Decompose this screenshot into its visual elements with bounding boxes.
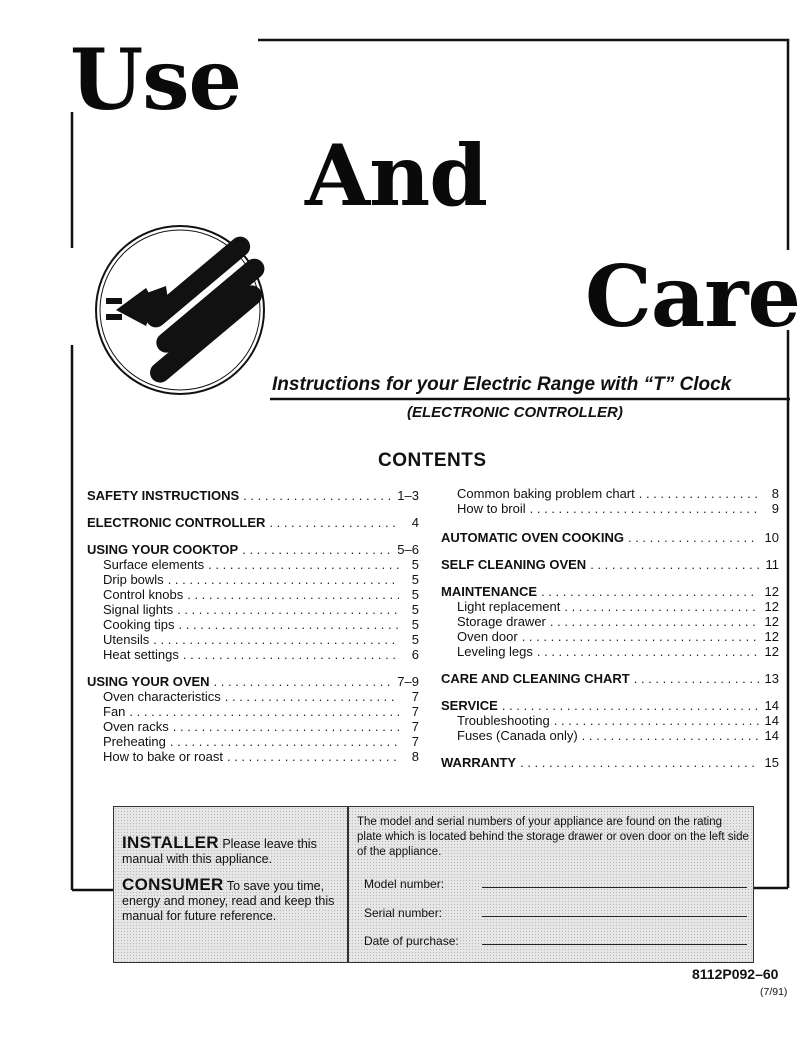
- toc-entry[interactable]: [87, 542, 419, 557]
- toc-entry[interactable]: [441, 644, 779, 659]
- toc-label: Heat settings: [103, 647, 179, 662]
- toc-label: Oven racks: [103, 719, 169, 734]
- serial-number-field[interactable]: [364, 906, 442, 920]
- toc-label: Control knobs: [103, 587, 184, 602]
- toc-label: ELECTRONIC CONTROLLER: [87, 515, 266, 530]
- toc-entry[interactable]: [87, 587, 419, 602]
- consumer-text: To save you time, energy and money, read and keep this manual for future reference.: [122, 879, 335, 923]
- serial-number-label: Serial number:: [364, 906, 443, 920]
- toc-entry[interactable]: [87, 488, 419, 503]
- toc-entry[interactable]: [87, 734, 419, 749]
- toc-entry[interactable]: [87, 572, 419, 587]
- toc-page: 14: [764, 713, 779, 728]
- toc-label: SAFETY INSTRUCTIONS: [87, 488, 240, 503]
- toc-entry[interactable]: [87, 557, 419, 572]
- toc-entry[interactable]: [87, 674, 419, 689]
- range-plug-logo: [88, 214, 274, 404]
- toc-entry[interactable]: [87, 749, 419, 764]
- document-code: 8112P092–60: [692, 966, 779, 982]
- toc-entry[interactable]: [441, 698, 779, 713]
- toc-page: 5: [411, 557, 419, 572]
- toc-label: Oven door: [457, 629, 518, 644]
- contents-heading: CONTENTS: [378, 450, 487, 471]
- toc-label: AUTOMATIC OVEN COOKING: [441, 530, 624, 545]
- model-number-label: Model number:: [364, 877, 445, 891]
- toc-page: 4: [411, 515, 419, 530]
- toc-entry[interactable]: [441, 557, 779, 572]
- toc-page: 5–6: [397, 542, 419, 557]
- document-date: (7/91): [760, 986, 788, 998]
- toc-label: SERVICE: [441, 698, 498, 713]
- toc-entry[interactable]: [441, 671, 779, 686]
- toc-page: 8: [411, 749, 419, 764]
- toc-entry[interactable]: [87, 617, 419, 632]
- toc-page: 7: [411, 719, 419, 734]
- toc-page: 7–9: [397, 674, 419, 689]
- toc-entry[interactable]: [441, 486, 779, 501]
- consumer-heading: CONSUMER: [122, 875, 224, 894]
- info-box-divider: [347, 807, 349, 962]
- toc-label: USING YOUR OVEN: [87, 674, 210, 689]
- toc-entry[interactable]: [87, 647, 419, 662]
- consumer-note: [122, 877, 342, 924]
- toc-label: How to bake or roast: [103, 749, 223, 764]
- toc-entry[interactable]: [441, 728, 779, 743]
- toc-entry[interactable]: [87, 704, 419, 719]
- toc-label: Leveling legs: [457, 644, 533, 659]
- toc-label: Preheating: [103, 734, 166, 749]
- toc-label: Fuses (Canada only): [457, 728, 578, 743]
- toc-page: 14: [764, 698, 779, 713]
- toc-page: 5: [411, 632, 419, 647]
- toc-label: Storage drawer: [457, 614, 546, 629]
- toc-label: SELF CLEANING OVEN: [441, 557, 587, 572]
- toc-entry[interactable]: [441, 629, 779, 644]
- toc-page: 9: [771, 501, 779, 516]
- toc-entry[interactable]: [441, 755, 779, 770]
- toc-page: 5: [411, 602, 419, 617]
- toc-label: Troubleshooting: [457, 713, 550, 728]
- toc-page: 14: [764, 728, 779, 743]
- toc-label: USING YOUR COOKTOP: [87, 542, 239, 557]
- toc-page: 7: [411, 704, 419, 719]
- title-care: Care: [585, 247, 800, 346]
- toc-label: MAINTENANCE: [441, 584, 538, 599]
- toc-entry[interactable]: [441, 713, 779, 728]
- toc-page: 8: [771, 486, 779, 501]
- installer-text: Please leave this manual with this appliance.: [122, 837, 317, 866]
- toc-page: 5: [411, 617, 419, 632]
- info-box-left: [122, 835, 342, 934]
- toc-page: 1–3: [397, 488, 419, 503]
- toc-label: Fan: [103, 704, 126, 719]
- title-and: And: [305, 126, 487, 225]
- toc-page: 12: [764, 584, 779, 599]
- info-box: [113, 806, 754, 963]
- subtitle: Instructions for your Electric Range with “T” Clock: [272, 374, 732, 395]
- toc-label: Drip bowls: [103, 572, 164, 587]
- toc-label: How to broil: [457, 501, 526, 516]
- toc-entry[interactable]: [441, 584, 779, 599]
- toc-page: 13: [764, 671, 779, 686]
- toc-label: Oven characteristics: [103, 689, 221, 704]
- toc-page: 12: [764, 614, 779, 629]
- toc-page: 12: [764, 644, 779, 659]
- toc-entry[interactable]: [441, 614, 779, 629]
- rating-plate-note: The model and serial numbers of your appliance are found on the rating plate which is located behind the storage drawer or oven door on the left side of the appliance.: [357, 816, 749, 858]
- title-use: Use: [70, 30, 241, 129]
- toc-entry[interactable]: [441, 501, 779, 516]
- toc-right-column: [441, 486, 779, 770]
- toc-entry[interactable]: [87, 719, 419, 734]
- toc-page: 7: [411, 689, 419, 704]
- toc-page: 12: [764, 599, 779, 614]
- toc-page: 5: [411, 572, 419, 587]
- toc-page: 10: [764, 530, 779, 545]
- toc-page: 11: [765, 557, 779, 572]
- installer-heading: INSTALLER: [122, 833, 219, 852]
- toc-label: Surface elements: [103, 557, 205, 572]
- toc-entry[interactable]: [87, 602, 419, 617]
- toc-label: CARE AND CLEANING CHART: [441, 671, 630, 686]
- date-of-purchase-field[interactable]: [364, 934, 459, 948]
- toc-entry[interactable]: [441, 599, 779, 614]
- toc-entry[interactable]: [87, 515, 419, 530]
- toc-page: 12: [764, 629, 779, 644]
- toc-page: 6: [411, 647, 419, 662]
- toc-left-column: [87, 488, 419, 764]
- toc-label: Signal lights: [103, 602, 174, 617]
- toc-label: Cooking tips: [103, 617, 175, 632]
- toc-entry[interactable]: [87, 632, 419, 647]
- installer-note: [122, 835, 342, 867]
- toc-label: WARRANTY: [441, 755, 517, 770]
- toc-label: Light replacement: [457, 599, 561, 614]
- toc-label: Common baking problem chart: [457, 486, 635, 501]
- toc-label: Utensils: [103, 632, 150, 647]
- toc-page: 15: [764, 755, 779, 770]
- toc-page: 7: [411, 734, 419, 749]
- toc-page: 5: [411, 587, 419, 602]
- toc-entry[interactable]: [87, 689, 419, 704]
- model-number-field[interactable]: [364, 877, 444, 891]
- toc-entry[interactable]: [441, 530, 779, 545]
- date-of-purchase-label: Date of purchase:: [364, 934, 459, 948]
- controller-note: (ELECTRONIC CONTROLLER): [407, 404, 623, 421]
